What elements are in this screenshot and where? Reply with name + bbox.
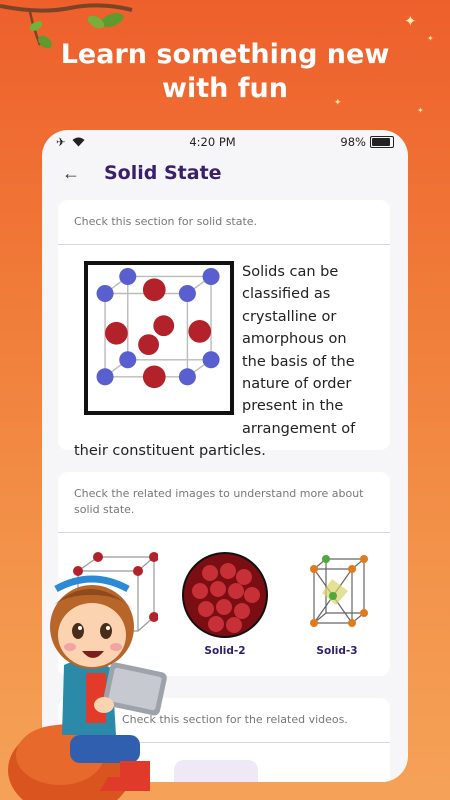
promo-headline-line2: with fun — [162, 73, 288, 104]
intro-section-header: Check this section for solid state. — [58, 200, 390, 245]
wifi-icon — [72, 137, 85, 147]
app-bar — [42, 154, 408, 192]
videos-section-header: Check this section for the related videos. — [58, 698, 390, 743]
arrow-left-icon: ← — [62, 162, 80, 183]
battery-percent: 98% — [340, 135, 366, 149]
sparkle-icon: ✦ — [427, 34, 434, 43]
sparkle-icon: ✦ — [404, 12, 417, 30]
status-bar — [42, 130, 408, 154]
image-thumb-3[interactable] — [292, 551, 382, 657]
promo-headline-line1: Learn something new — [60, 39, 390, 70]
airplane-icon: ✈ — [56, 135, 66, 149]
image-thumb-label: Solid-2 — [204, 645, 246, 657]
image-thumb-label: Solid-3 — [316, 645, 358, 657]
status-time: 4:20 PM — [189, 135, 236, 149]
sparkle-icon: ✦ — [417, 106, 424, 115]
intro-description: Solids can be classified as crystalline or amorphous on the basis of the nature of order present in the arrangement of their constituent particles. — [74, 264, 356, 460]
intro-description-block — [58, 245, 390, 475]
intro-card — [58, 200, 390, 460]
page-title: Solid State — [104, 162, 222, 184]
back-button[interactable] — [58, 160, 84, 186]
crystal-thumbnail-3 — [292, 551, 382, 639]
kid-with-tablet-illustration — [0, 565, 200, 800]
sparkle-icon: ✦ — [334, 98, 342, 108]
promo-headline — [0, 38, 450, 106]
crystal-lattice-image — [84, 261, 234, 415]
images-section-header: Check the related images to understand more about solid state. — [58, 472, 390, 533]
battery-icon — [370, 136, 394, 148]
